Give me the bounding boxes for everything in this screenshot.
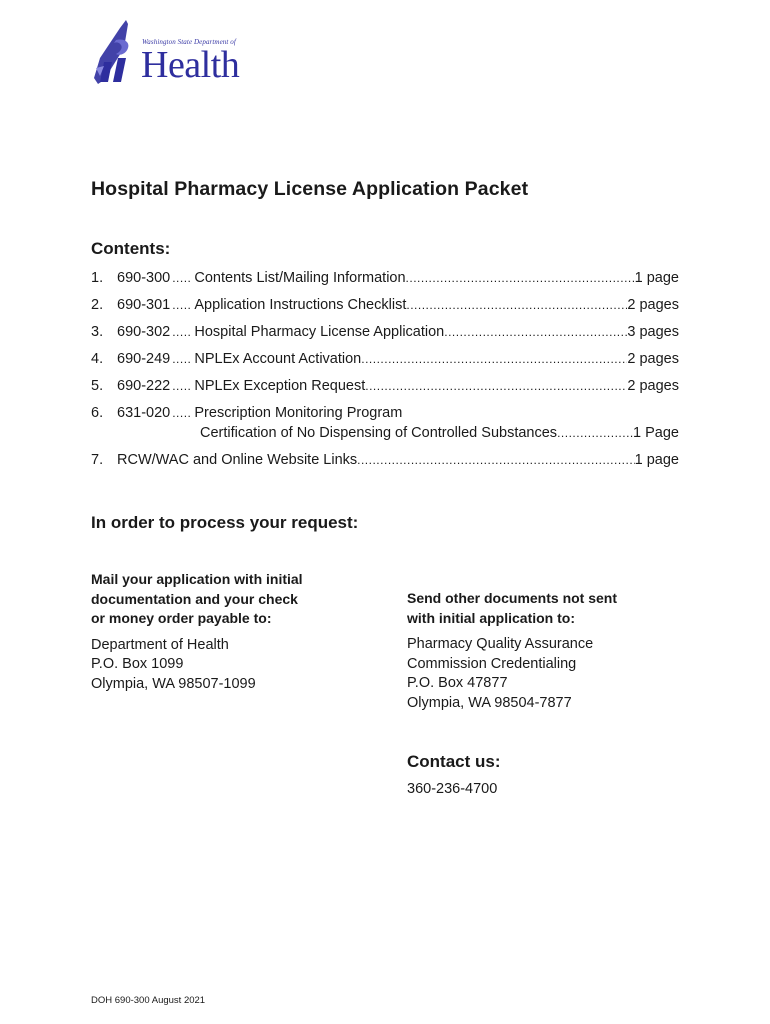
toc-item-title: Application Instructions Checklist: [194, 297, 407, 313]
toc-item-title: Hospital Pharmacy License Application: [194, 324, 445, 340]
toc-item-code: 690-300: [117, 270, 171, 286]
toc-item: 2. 690-301 ..... Application Instructions Checklist ..... 2 pages: [91, 297, 679, 317]
toc-item-code: 690-222: [117, 378, 171, 394]
send-address-line: P.O. Box 47877: [407, 675, 508, 691]
toc-item: 1. 690-300 ..... Contents List/Mailing Information ..... 1 page: [91, 270, 679, 290]
toc-item: 5. 690-222 ..... NPLEx Exception Request ..... 2 pages: [91, 378, 679, 398]
mail-heading: [91, 570, 361, 629]
toc-dot-leader: [365, 379, 627, 393]
toc-item-number: 3.: [91, 324, 104, 340]
send-address-line: Commission Credentialing: [407, 655, 577, 672]
toc-item-number: 1.: [91, 270, 104, 286]
toc-item-title: Contents List/Mailing Information: [194, 270, 406, 286]
send-section: [407, 589, 707, 713]
toc-item-code: 631-020: [117, 405, 171, 421]
toc-item-code: 690-249: [117, 351, 171, 367]
toc-dot-leader: [444, 325, 627, 339]
toc-item-code: 690-301: [117, 297, 171, 313]
toc-item: 4. 690-249 ..... NPLEx Account Activation ..... 2 pages: [91, 351, 679, 371]
toc-item-continuation: [91, 425, 679, 445]
toc-item: 6. 631-020 ..... Prescription Monitoring Program: [91, 405, 403, 421]
send-heading-line: Send other documents not sent: [407, 590, 618, 606]
toc-dot-leader: [557, 426, 633, 440]
toc-item: 3. 690-302 ..... Hospital Pharmacy License Application ..... 3 pages: [91, 324, 679, 344]
mail-address-line: P.O. Box 1099: [91, 656, 184, 672]
toc-item-pages: 1 page: [634, 270, 679, 286]
send-address: [407, 635, 707, 713]
send-heading: [407, 589, 707, 628]
send-address-line: Pharmacy Quality Assurance: [407, 636, 594, 652]
doh-logo-mark-icon: [90, 18, 142, 86]
contact-phone: 360-236-4700: [407, 781, 498, 797]
form-footer: DOH 690-300 August 2021: [91, 995, 206, 1006]
toc-dot-leader: [361, 352, 627, 366]
contents-heading: Contents:: [91, 239, 171, 258]
toc-item-title: RCW/WAC and Online Website Links: [117, 452, 358, 468]
mail-address-line: Olympia, WA 98507-1099: [91, 675, 256, 692]
toc-item-number: 6.: [91, 405, 104, 421]
toc-item-pages: 1 page: [634, 452, 679, 468]
process-heading: In order to process your request:: [91, 513, 359, 532]
toc-item-title-line2: Certification of No Dispensing of Controlled Substances: [200, 425, 558, 441]
mail-address-line: Department of Health: [91, 636, 229, 653]
toc-item-title: NPLEx Exception Request: [194, 378, 366, 394]
toc-item-code: 690-302: [117, 324, 171, 340]
logo-agency-text: Washington State Department of: [142, 38, 236, 46]
mail-heading-line: documentation and your check: [91, 590, 298, 607]
toc-item-number: 4.: [91, 351, 104, 367]
contact-heading: Contact us:: [407, 752, 501, 771]
mail-heading-line: Mail your application with initial: [91, 571, 303, 587]
toc-dot-leader: [406, 298, 627, 312]
send-heading-line: with initial application to:: [407, 609, 575, 626]
toc-item-pages: 1 Page: [633, 425, 679, 441]
logo-health-text: Health: [141, 44, 240, 86]
toc-dot-leader: [357, 453, 635, 467]
toc-item-title: NPLEx Account Activation: [194, 351, 362, 367]
toc-dot-leader: [406, 271, 635, 285]
toc-item-number: 7.: [91, 452, 104, 468]
toc-item-pages: 2 pages: [627, 378, 679, 394]
toc-item-pages: 2 pages: [627, 297, 679, 313]
toc-item: [91, 452, 679, 472]
mail-address: [91, 636, 361, 695]
toc-item-pages: 2 pages: [627, 351, 679, 367]
toc-item-number: 5.: [91, 378, 104, 394]
toc-item-title: Prescription Monitoring Program: [194, 405, 403, 421]
mail-heading-line: or money order payable to:: [91, 610, 272, 626]
toc-item-pages: 3 pages: [627, 324, 679, 340]
page-title: Hospital Pharmacy License Application Packet: [91, 178, 529, 200]
toc-item-number: 2.: [91, 297, 104, 313]
mail-section: [91, 570, 361, 694]
send-address-line: Olympia, WA 98504-7877: [407, 694, 572, 711]
doh-logo: [90, 18, 240, 86]
